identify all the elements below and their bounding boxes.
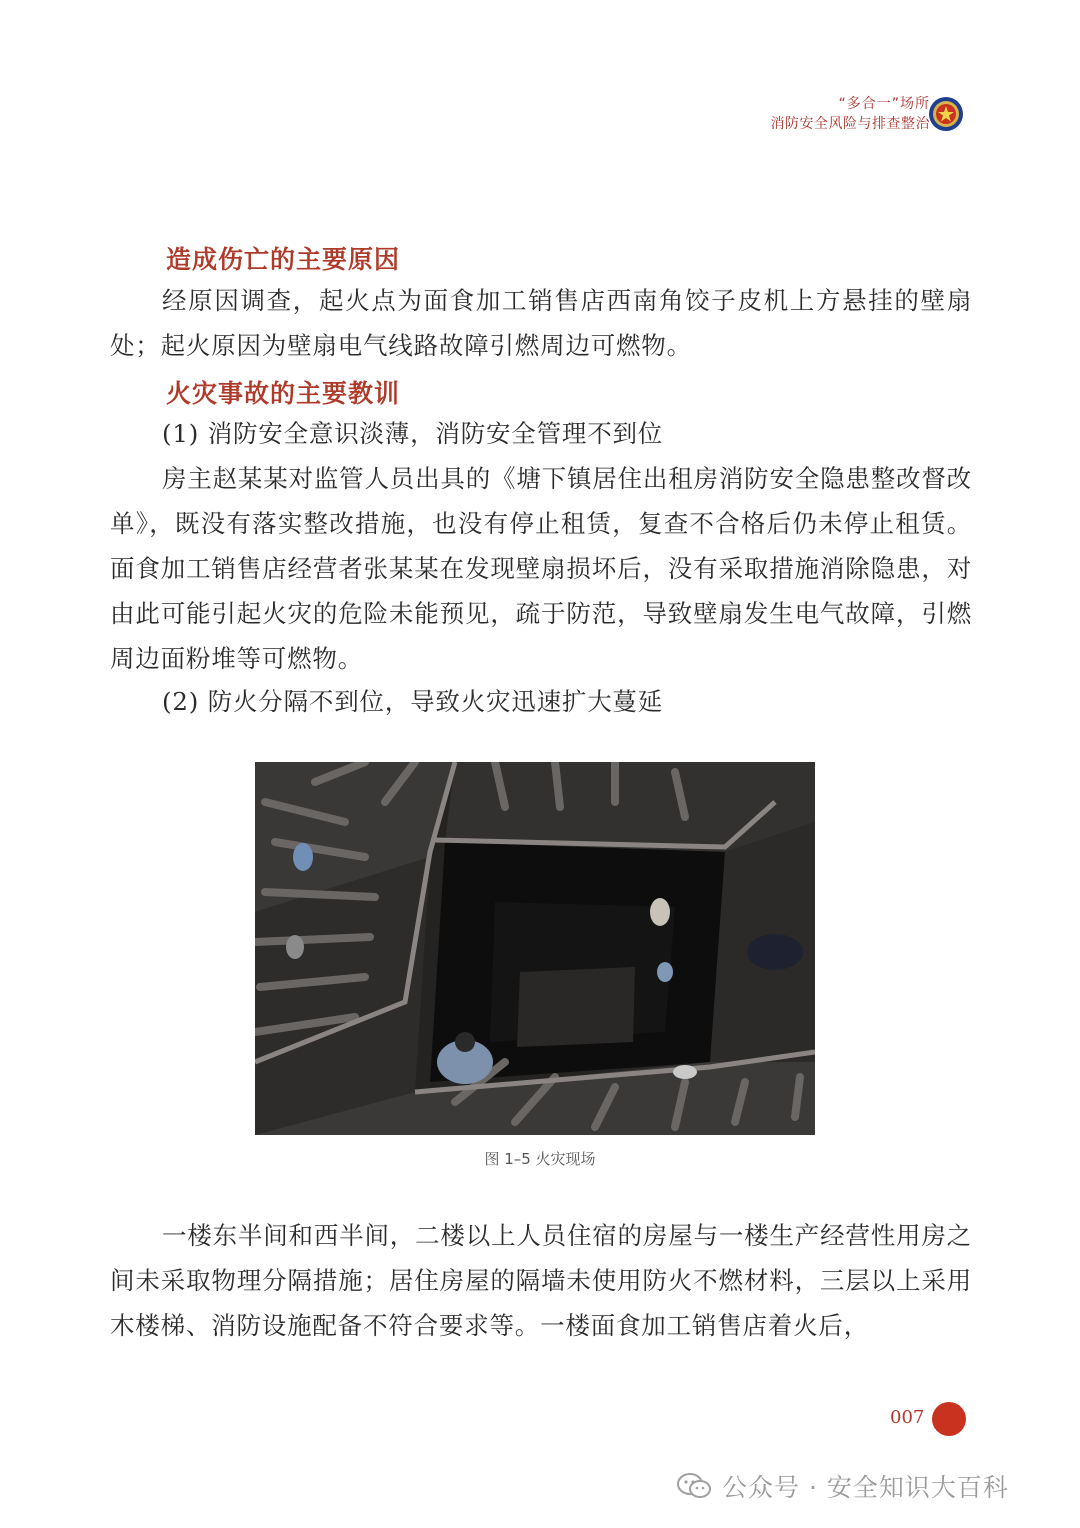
lesson-item-1: (1) 消防安全意识淡薄，消防安全管理不到位 [162, 419, 664, 448]
lesson-paragraph-1: 房主赵某某对监管人员出具的《塘下镇居住出租房消防安全隐患整改督改单》，既没有落实整改措施，也没有停止租赁，复查不合格后仍未停止租赁。面食加工销售店经营者张某某在发现壁扇损坏后，没有采取措施消除隐患，对由此可能引起火灾的危险未能预见，疏于防范，导致壁扇发生电气故障，引燃周边面粉堆等可燃物。 [110, 464, 972, 673]
cause-paragraph: 经原因调查，起火点为面食加工销售店西南角饺子皮机上方悬挂的壁扇处；起火原因为壁扇电气线路故障引燃周边可燃物。 [110, 286, 972, 360]
page-marker-dot [932, 1402, 966, 1436]
header-line-1: “多合一”场所 [838, 96, 930, 112]
fire-rescue-emblem-icon [928, 96, 964, 132]
figure-caption: 图 1–5 火灾现场 [484, 1150, 596, 1168]
section-title-lessons: 火灾事故的主要教训 [166, 379, 401, 408]
wechat-icon [676, 1472, 712, 1500]
running-header [771, 94, 931, 134]
watermark-text: 公众号 · 安全知识大百科 [722, 1473, 1009, 1502]
watermark [676, 1466, 1009, 1506]
header-line-2: 消防安全风险与排查整治 [770, 116, 930, 132]
page-number: 007 [890, 1407, 925, 1428]
lesson-paragraph-2: 一楼东半间和西半间，二楼以上人员住宿的房屋与一楼生产经营性用房之间未采取物理分隔措施；居住房屋的隔墙未使用防火不燃材料，三层以上采用木楼梯、消防设施配备不符合要求等。一楼面食加工销售店着火后， [110, 1221, 972, 1340]
fire-scene-photo [255, 762, 815, 1135]
stairwell-photo-illustration [255, 762, 815, 1135]
lesson-item-2: (2) 防火分隔不到位，导致火灾迅速扩大蔓延 [162, 687, 664, 716]
section-title-cause: 造成伤亡的主要原因 [166, 245, 401, 274]
